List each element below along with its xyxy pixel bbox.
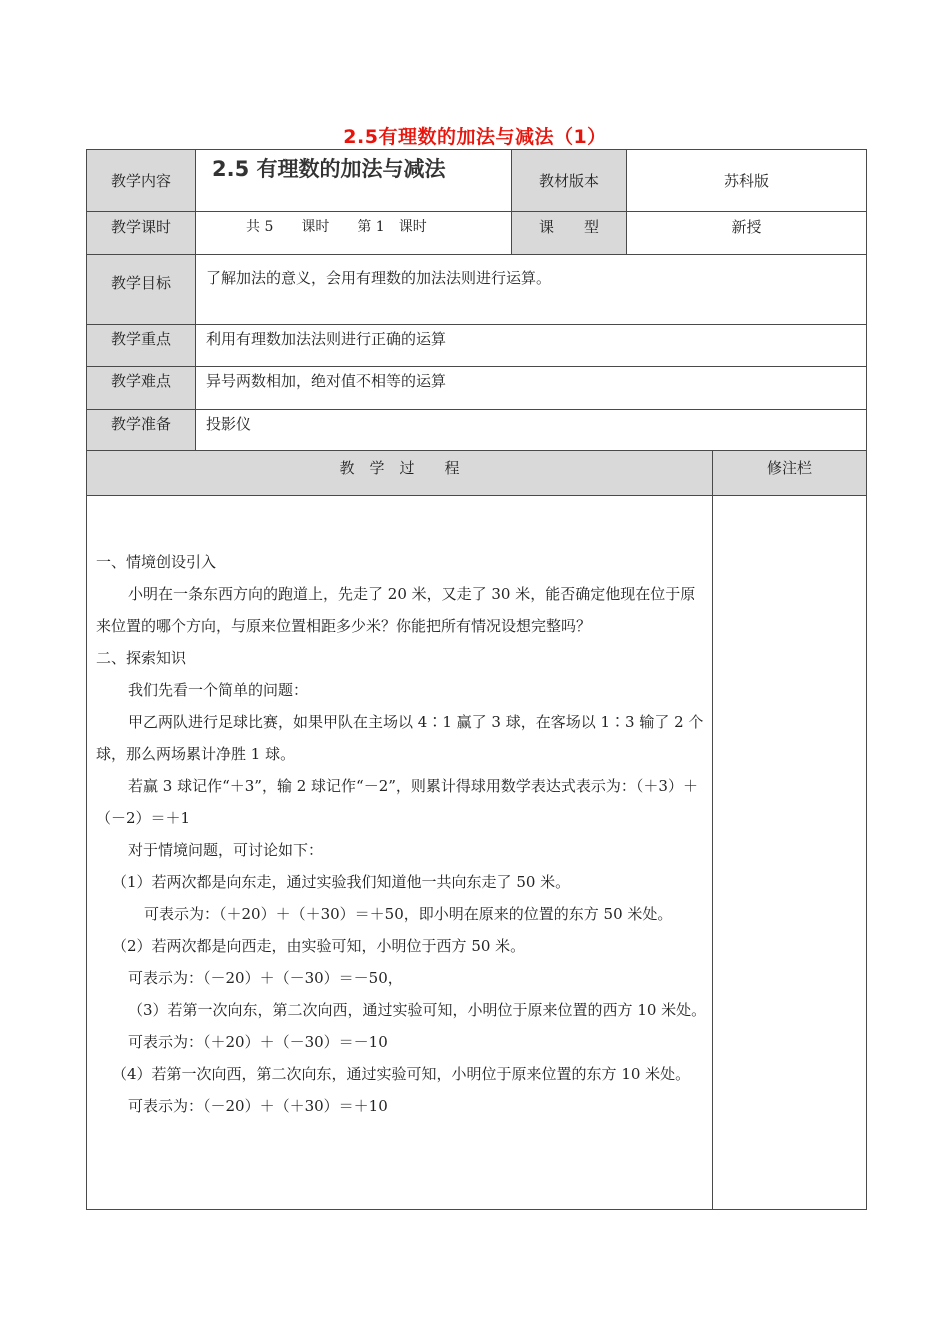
table-border [511,149,512,255]
paragraph: 若赢 3 球记作“＋3”，输 2 球记作“－2”，则累计得球用数学表达式表示为：（＋3）＋（－2）＝＋1 [96,777,698,827]
edition-label: 教材版本 [538,172,599,190]
paragraph: 甲乙两队进行足球比赛，如果甲队在主场以 4∶1 赢了 3 球，在客场以 1∶3 输了 2 个球，那么两场累计净胜 1 球。 [96,713,704,763]
case-item: （2）若两次都是向西走，由实验可知，小明位于西方 50 米。 [112,937,526,955]
process-label: 教 学 过 程 [339,459,460,477]
prep-value: 投影仪 [206,415,252,433]
section-heading: 一、情境创设引入 [96,553,217,571]
content-label: 教学内容 [110,172,171,190]
edition-value: 苏科版 [723,172,769,190]
case-expression: 可表示为：（－20）＋（＋30）＝＋10 [128,1097,388,1115]
table-border [86,450,867,451]
case-item: （3）若第一次向东，第二次向西，通过实验可知，小明位于原来位置的西方 10 米处。 [128,1001,707,1019]
focus-label: 教学重点 [110,330,171,348]
table-border [86,324,867,325]
case-expression: 可表示为：（＋20）＋（＋30）＝＋50，即小明在原来的位置的东方 50 米处。 [144,905,673,923]
unit-title: 2.5 有理数的加法与减法 [212,157,446,181]
section-heading: 二、探索知识 [96,649,187,667]
table-border [712,450,713,1210]
table-border [86,366,867,367]
hours-label: 教学课时 [110,218,171,236]
table-border [86,254,867,255]
type-value: 新授 [731,218,762,236]
table-border [626,149,627,255]
table-border [86,1209,867,1210]
document-title: 2.5有理数的加法与减法（1） [343,126,607,148]
table-border [86,409,867,410]
prep-label: 教学准备 [110,415,171,433]
goal-label: 教学目标 [110,274,171,292]
table-border [86,495,867,496]
lesson-process [96,546,708,1122]
paragraph: 小明在一条东西方向的跑道上，先走了 20 米，又走了 30 米，能否确定他现在位于原来位置的哪个方向，与原来位置相距多少米？你能把所有情况设想完整吗？ [96,585,696,635]
case-item: （4）若第一次向西，第二次向东，通过实验可知，小明位于原来位置的东方 10 米处。 [112,1065,691,1083]
table-border [86,149,867,150]
goal-value: 了解加法的意义，会用有理数的加法法则进行运算。 [206,269,552,287]
type-label: 课 型 [538,218,599,236]
case-expression: 可表示为：（－20）＋（－30）＝－50， [128,969,403,987]
case-item: （1）若两次都是向东走，通过实验我们知道他一共向东走了 50 米。 [112,873,571,891]
notes-label: 修注栏 [766,459,812,477]
table-border [195,149,196,451]
table-border [866,149,867,1210]
table-border [86,149,87,1210]
paragraph: 我们先看一个简单的问题： [128,681,309,699]
focus-value: 利用有理数加法法则进行正确的运算 [206,330,447,348]
difficulty-label: 教学难点 [110,372,171,390]
case-expression: 可表示为：（＋20）＋（－30）＝－10 [128,1033,388,1051]
difficulty-value: 异号两数相加，绝对值不相等的运算 [206,372,447,390]
hours-value: 共 5 课时 第 1 课时 [246,219,427,235]
table-border [86,211,867,212]
paragraph: 对于情境问题，可讨论如下： [128,841,324,859]
